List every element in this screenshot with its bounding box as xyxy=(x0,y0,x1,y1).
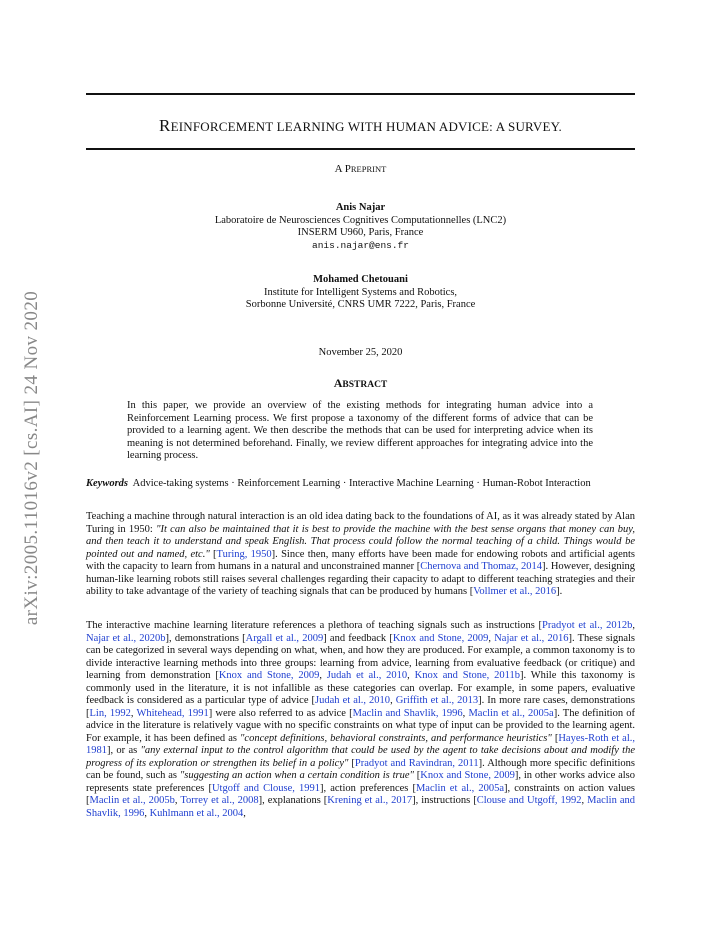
author-block-2 xyxy=(86,274,635,312)
author-address: Sorbonne Université, CNRS UMR 7222, Paris, France xyxy=(245,299,476,310)
title-rule-top xyxy=(86,93,635,95)
citation-link[interactable]: Griffith et al., 2013 xyxy=(395,695,479,706)
citation-link[interactable]: Najar et al., 2020b xyxy=(86,632,166,644)
citation-link[interactable]: Knox and Stone, 2011b xyxy=(414,670,520,681)
arxiv-identifier: arXiv:2005.11016v2 [cs.AI] 24 Nov 2020 xyxy=(21,290,42,626)
intro-paragraph-2: The interactive machine learning literature references a plethora of teaching signals such as instructions [Pradyot et al., 2012b, Najar et al., 2020b], demonstrations [Argall et al., 2009] and feedback [Knox and Stone, 2009, Najar et al., 2016]. These signals can be categorized in several ways depending on what, when, and how they are produced. For example, a common taxonomy is to divide interactive learning methods into three groups: learning from advice, learning from evaluative feedback (or critique) and learning from demonstration [Knox and Stone, 2009, Judah et al., 2010, Knox and Stone, 2011b]. While this taxonomy is commonly used in the literature, it is not infallible as these categories can overlap. For example, in some papers, evaluative feedback is considered as a particular type of advice [Judah et al., 2010, Griffith et al., 2013]. In more rare cases, demonstrations [Lin, 1992, Whitehead, 1991] were also referred to as advice [Maclin and Shavlik, 1996, Maclin et al., 2005a]. The definition of advice in the literature is relatively vague with no specific constraints on what type of input can be provided to the learning agent. For example, it has been defined as "concept definitions, behavioral constraints, and performance heuristics" [Hayes-Roth et al., 1981], or as "any external input to the control algorithm that could be used by the agent to take decisions about and modify the progress of its exploration or strengthen its belief in a policy" [Pradyot and Ravindran, 2011]. Although more specific definitions can be found, such as "suggesting an action when a certain condition is true" [Knox and Stone, 2009], in other works advice also represents state preferences [Utgoff and Clouse, 1991], action preferences [Maclin et al., 2005a], constraints on action values [Maclin et al., 2005b, Torrey et al., 2008], explanations [Krening et al., 2017], instructions [Clouse and Utgoff, 1992, Maclin and Shavlik, 1996, Kuhlmann et al., 2004, xyxy=(86,620,636,819)
citation-link[interactable]: Clouse and Utgoff, 1992 xyxy=(476,795,582,806)
abstract-body: In this paper, we provide an overview of the existing methods for integrating human advice into a Reinforcement Learning process. We first propose a taxonomy of the different forms of advice that can be provided to a learning agent. We then describe the methods that can be used for interpreting advice when its meaning is not determined beforehand. Finally, we review different approaches for integrating advice into the learning process. xyxy=(127,400,593,461)
abstract-heading: ABSTRACT xyxy=(333,376,388,390)
citation-link[interactable]: Kuhlmann et al., 2004 xyxy=(149,807,244,819)
citation-link[interactable]: Turing, 1950 xyxy=(216,548,272,560)
citation-link[interactable]: Maclin et al., 2005a xyxy=(415,782,505,794)
citation-link[interactable]: Maclin and Shavlik, 1996 xyxy=(86,795,636,819)
citation-link[interactable]: Pradyot et al., 2012b xyxy=(542,620,633,631)
preprint-label: A PREPRINT xyxy=(334,163,387,175)
citation-link[interactable]: Chernova and Thomaz, 2014 xyxy=(420,561,543,572)
paper-title: REINFORCEMENT LEARNING WITH HUMAN ADVICE: A SURVEY. xyxy=(159,116,562,135)
citation-link[interactable]: Hayes-Roth et al., 1981 xyxy=(86,732,636,756)
citation-link[interactable]: Knox and Stone, 2009 xyxy=(218,670,320,681)
citation-link[interactable]: Najar et al., 2016 xyxy=(494,632,569,644)
citation-link[interactable]: Lin, 1992 xyxy=(89,707,131,719)
author-affiliation: Institute for Intelligent Systems and Robotics, xyxy=(263,286,458,298)
paper-date: November 25, 2020 xyxy=(318,347,403,358)
citation-link[interactable]: Utgoff and Clouse, 1991 xyxy=(211,782,321,794)
author-affiliation: Laboratoire de Neurosciences Cognitives Computationnelles (LNC2) xyxy=(214,214,507,226)
citation-link[interactable]: Torrey et al., 2008 xyxy=(180,795,259,806)
citation-link[interactable]: Knox and Stone, 2009 xyxy=(392,632,489,644)
intro-paragraph-1: Teaching a machine through natural interaction is an old idea dating back to the foundations of AI, as it was already stated by Alan Turing in 1950: "It can also be maintained that it is best to provide the machine with the best sense organs that money can buy, and then teach it to understand and speak English. That process could follow the normal teaching of a child. Things would be pointed out and named, etc." [Turing, 1950]. Since then, many efforts have been made for endowing robots and artificial agents with the capacity to learn from humans in a natural and unconstrained manner [Chernova and Thomaz, 2014]. However, designing human-like learning robots still raises several challenges regarding their capacity to adapt to different teaching strategies and their ability to take advantage of the variety of teaching signals that can be produced by humans [Vollmer et al., 2016]. xyxy=(86,511,635,597)
author-address: INSERM U960, Paris, France xyxy=(297,227,424,238)
citation-link[interactable]: Knox and Stone, 2009 xyxy=(420,770,515,781)
author-name: Anis Najar xyxy=(335,202,386,213)
author-block-1 xyxy=(86,202,635,252)
keywords: Keywords Advice-taking systems · Reinforcement Learning · Interactive Machine Learning · Human-Robot Interaction xyxy=(86,478,591,489)
citation-link[interactable]: Whitehead, 1991 xyxy=(136,707,209,719)
citation-link[interactable]: Krening et al., 2017 xyxy=(327,795,413,806)
citation-link[interactable]: Maclin and Shavlik, 1996 xyxy=(352,707,463,719)
citation-link[interactable]: Judah et al., 2010 xyxy=(326,670,408,681)
citation-link[interactable]: Pradyot and Ravindran, 2011 xyxy=(354,757,479,769)
citation-link[interactable]: Maclin et al., 2005a xyxy=(468,707,554,719)
citation-link[interactable]: Argall et al., 2009 xyxy=(245,632,324,644)
citation-link[interactable]: Judah et al., 2010 xyxy=(315,695,391,706)
author-email[interactable]: anis.najar@ens.fr xyxy=(312,239,409,251)
author-name: Mohamed Chetouani xyxy=(313,274,408,285)
title-rule-bottom xyxy=(86,148,635,150)
citation-link[interactable]: Maclin et al., 2005b xyxy=(89,795,175,806)
citation-link[interactable]: Vollmer et al., 2016 xyxy=(473,586,557,597)
